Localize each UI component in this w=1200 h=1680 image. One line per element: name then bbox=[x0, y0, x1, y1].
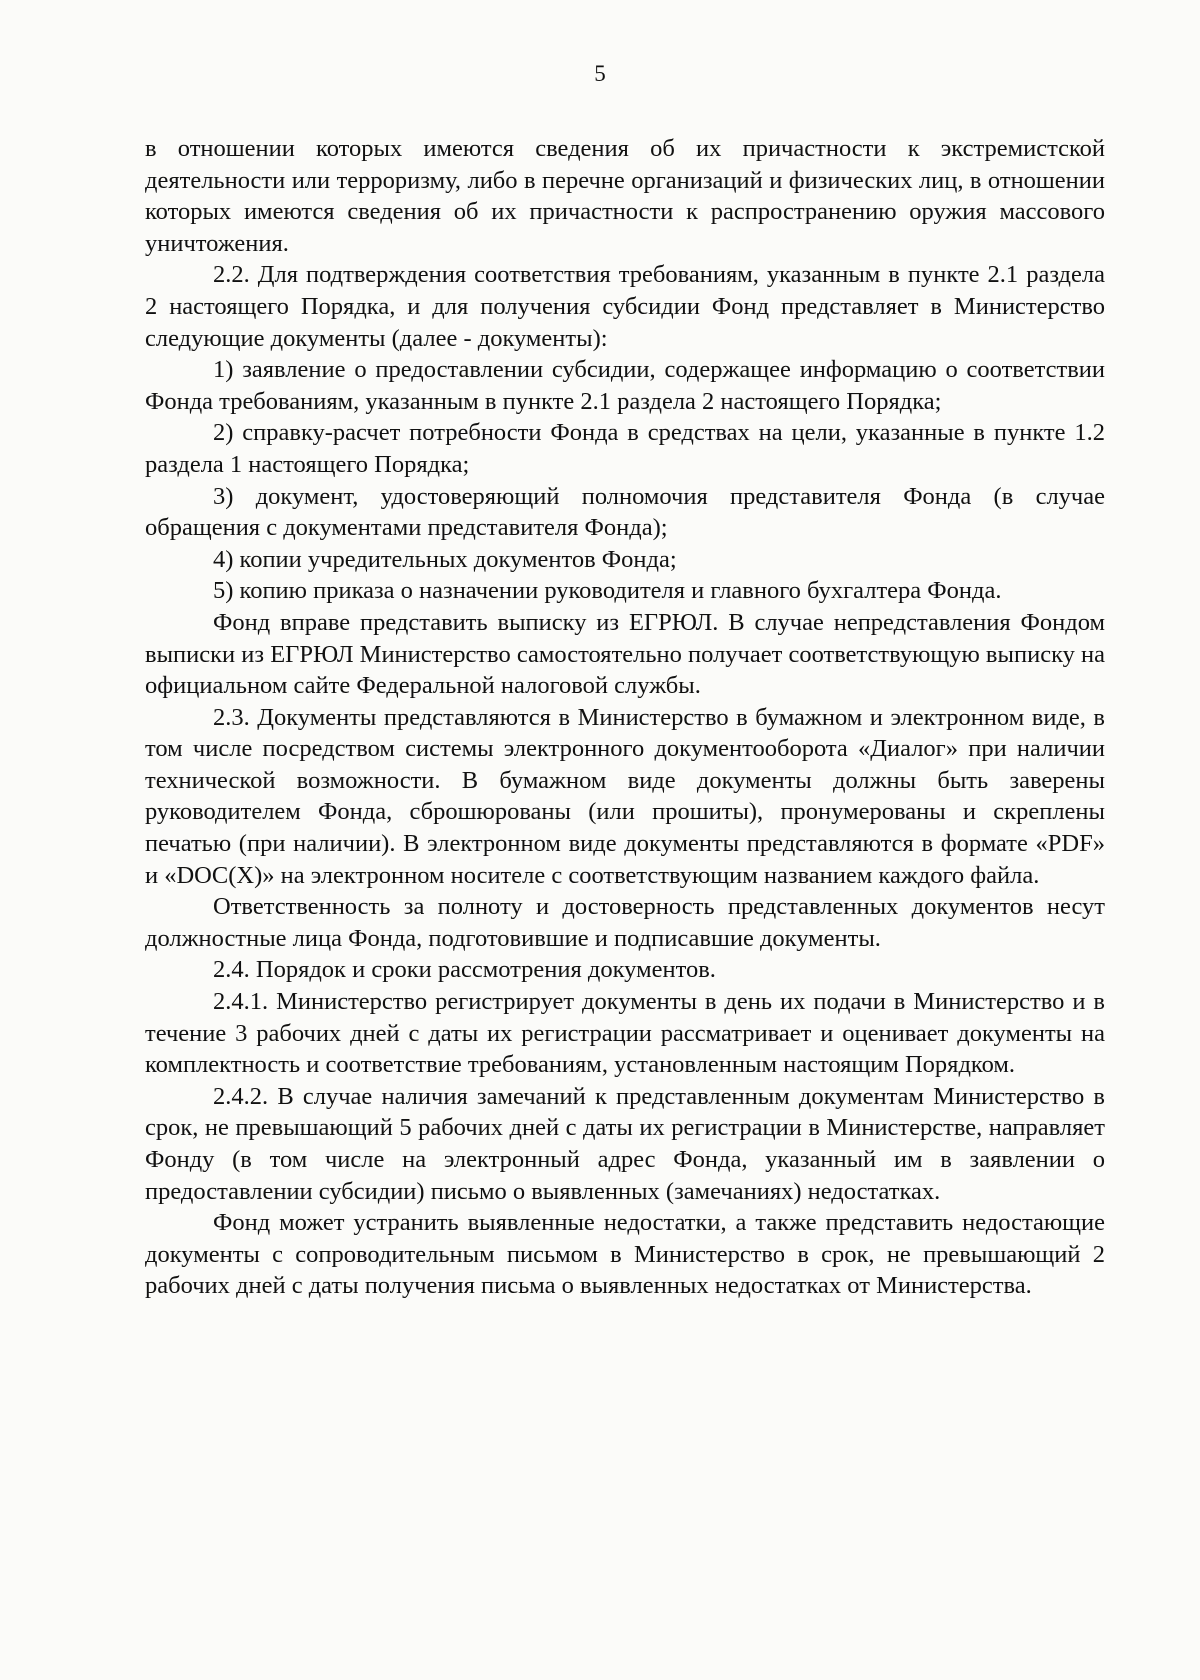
paragraph-clause-2-4-1: 2.4.1. Министерство регистрирует документы в день их подачи в Министерство и в течение 3 рабочих дней с даты их регистрации рассматривает и оценивает документы на комплектность и соответствие требованиям, установленным настоящим Порядком. bbox=[145, 988, 1105, 1079]
list-item-3: 3) документ, удостоверяющий полномочия представителя Фонда (в случае обращения с документами представителя Фонда); bbox=[145, 482, 1105, 542]
list-item-2: 2) справку-расчет потребности Фонда в средствах на цели, указанные в пункте 1.2 раздела 1 настоящего Порядка; bbox=[145, 419, 1105, 478]
paragraph-clause-2-4-2: 2.4.2. В случае наличия замечаний к представленным документам Министерство в срок, не превышающий 5 рабочих дней с даты их регистрации в Министерстве, направляет Фонду (в том числе на электронный адрес Фонда, указанный им в заявлении о предоставлении субсидии) письмо о выявленных (замечаниях) недостатках. bbox=[145, 1082, 1105, 1205]
list-item-1: 1) заявление о предоставлении субсидии, содержащее информацию о соответствии Фонда требованиям, указанным в пункте 2.1 раздела 2 настоящего Порядка; bbox=[145, 356, 1105, 415]
list-item-5: 5) копию приказа о назначении руководителя и главного бухгалтера Фонда. bbox=[213, 577, 1002, 605]
paragraph-clause-2-4: 2.4. Порядок и сроки рассмотрения документов. bbox=[213, 956, 716, 984]
list-item-4: 4) копии учредительных документов Фонда; bbox=[213, 545, 677, 573]
paragraph-egrul: Фонд вправе представить выписку из ЕГРЮЛ. В случае непредставления Фондом выписки из ЕГРЮЛ Министерство самостоятельно получает соответствующую выписку на официальном сайте Федеральной налоговой службы. bbox=[145, 608, 1105, 700]
page-number: 5 bbox=[594, 61, 606, 86]
paragraph-remedy: Фонд может устранить выявленные недостатки, а также представить недостающие документы с сопроводительным письмом в Министерство в срок, не превышающий 2 рабочих дней с даты получения письма о выявленных недостатках от Министерства. bbox=[145, 1209, 1105, 1300]
paragraph-continuation: в отношении которых имеются сведения об их причастности к экстремистской деятельности или терроризму, либо в перечне организаций и физических лиц, в отношении которых имеются сведения об их причастности к распространению оружия массового уничтожения. bbox=[145, 135, 1105, 257]
paragraph-responsibility: Ответственность за полноту и достоверность представленных документов несут должностные лица Фонда, подготовившие и подписавшие документы. bbox=[145, 893, 1105, 952]
paragraph-clause-2-2: 2.2. Для подтверждения соответствия требованиям, указанным в пункте 2.1 раздела 2 настоящего Порядка, и для получения субсидии Фонд представляет в Министерство следующие документы (далее - документы): bbox=[145, 261, 1105, 352]
document-body bbox=[145, 133, 1105, 1302]
paragraph-clause-2-3: 2.3. Документы представляются в Министерство в бумажном и электронном виде, в том числе посредством системы электронного документооборота «Диалог» при наличии технической возможности. В бумажном виде документы должны быть заверены руководителем Фонда, сброшюрованы (или прошиты), пронумерованы и скреплены печатью (при наличии). В электронном виде документы представляются в формате «PDF» и «DOC(X)» на электронном носителе с соответствующим названием каждого файла. bbox=[145, 703, 1105, 889]
